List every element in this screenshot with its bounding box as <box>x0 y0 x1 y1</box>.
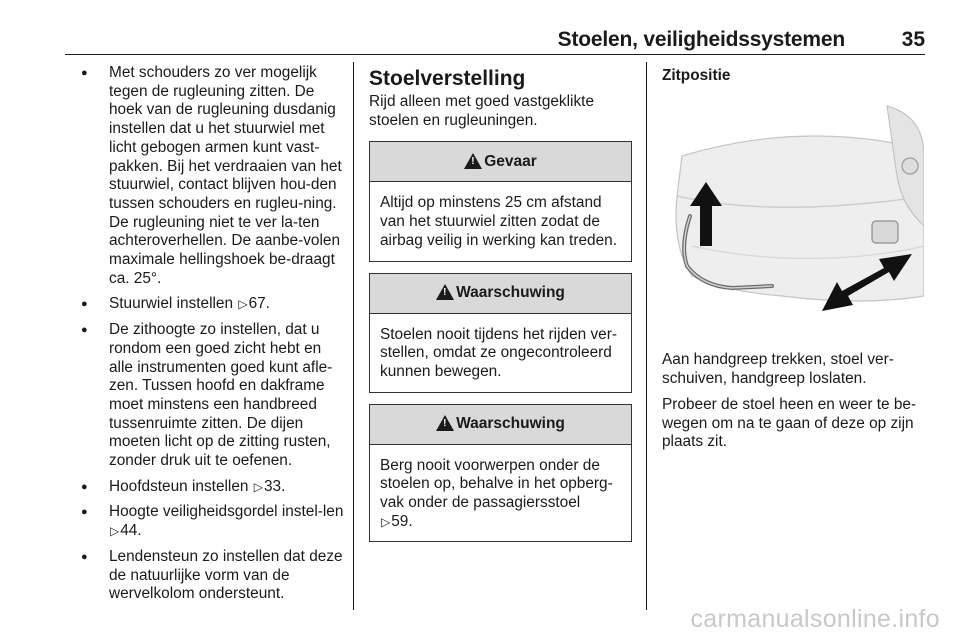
danger-box <box>369 141 632 261</box>
danger-box-body: Altijd op minstens 25 cm afstand van het stuurwiel zitten zodat de airbag veilig in werking kan treden. <box>380 194 617 249</box>
page-reference[interactable]: 33. <box>263 477 286 495</box>
paragraph: Probeer de stoel heen en weer te be-wegen om na te gaan of deze op zijn plaats zit. <box>662 395 917 451</box>
page-reference[interactable]: 59. <box>391 512 413 530</box>
page-title: Stoelen, veiligheidssystemen <box>557 28 845 51</box>
page-reference-icon: ▷ <box>381 514 391 529</box>
warning-box <box>369 273 632 393</box>
bullet-item <box>74 295 344 314</box>
paragraph: Aan handgreep trekken, stoel ver-schuiven, handgreep loslaten. <box>662 351 894 388</box>
bullet-text: Hoofdsteun instellen <box>109 477 249 495</box>
bullet-item <box>74 321 344 471</box>
section-title: Stoelverstelling <box>369 67 526 90</box>
bullet-item <box>74 548 344 604</box>
warning-box-text: Berg nooit voorwerpen onder de stoelen op, behalve in het opberg-vak onder de passagiersstoel <box>380 456 613 512</box>
bullet-item <box>74 478 344 497</box>
danger-box-header <box>370 142 631 182</box>
bullet-text: De zithoogte zo instellen, dat u rondom een goed zicht hebt en alle instrumenten goed kunt afle-zen. Tussen hoofd en dakframe moet minstens een handbreed tussenruimte zitten. De dijen moeten licht op de zitting rusten, zonder druk uit te oefenen. <box>109 321 333 470</box>
page-reference-icon: ▷ <box>110 524 120 539</box>
bullet-text: Stuurwiel instellen <box>109 295 234 313</box>
page-number: 35 <box>901 28 925 51</box>
bullet-text: Hoogte veiligheidsgordel instel-len <box>109 503 344 521</box>
warning-triangle-icon <box>464 153 482 169</box>
right-column <box>662 64 930 459</box>
bullet-item <box>74 64 344 288</box>
warning-box-body: Stoelen nooit tijdens het rijden ver-stellen, omdat ze ongecontroleerd kunnen bewegen. <box>380 325 617 380</box>
page-reference[interactable]: 67. <box>248 295 270 313</box>
warning-triangle-icon <box>436 284 454 300</box>
page-reference[interactable]: 44. <box>120 522 142 540</box>
column-divider-right <box>646 62 647 610</box>
column-divider-left <box>353 62 354 610</box>
left-column <box>74 64 344 611</box>
subsection-title: Zitpositie <box>662 67 731 84</box>
page-reference-icon: ▷ <box>238 297 248 312</box>
watermark: carmanualsonline.info <box>690 605 940 633</box>
page-reference-icon: ▷ <box>253 479 263 494</box>
danger-box-heading: Gevaar <box>484 152 537 170</box>
warning-box-header <box>370 405 631 445</box>
bullet-item <box>74 503 344 540</box>
warning-triangle-icon <box>436 415 454 431</box>
middle-column <box>369 64 632 542</box>
header-divider <box>65 54 925 55</box>
section-intro: Rijd alleen met goed vastgeklikte stoelen en rugleuningen. <box>369 93 594 129</box>
warning-box-heading: Waarschuwing <box>456 414 565 432</box>
page-header <box>0 0 960 60</box>
seat-adjustment-illustration <box>662 96 924 326</box>
warning-box-body <box>370 445 631 542</box>
bullet-text: Met schouders zo ver mogelijk tegen de rugleuning zitten. De hoek van de rugleuning dusdanig instellen dat u het stuurwiel met licht gebogen armen kunt vast-pakken. Bij het verdraaien van het stuurwiel, contact blijven hou-den tussen schouders en rugleu-ning. De rugleuning niet te ver la-ten achteroverhellen. De aanbe-volen maximale hellingshoek be-draagt ca. 25°. <box>109 64 342 287</box>
bullet-text: Lendensteun zo instellen dat deze de natuurlijke vorm van de wervelkolom ondersteunt. <box>109 547 343 603</box>
warning-box-header <box>370 274 631 314</box>
warning-box-heading: Waarschuwing <box>456 283 565 301</box>
warning-box <box>369 404 632 543</box>
